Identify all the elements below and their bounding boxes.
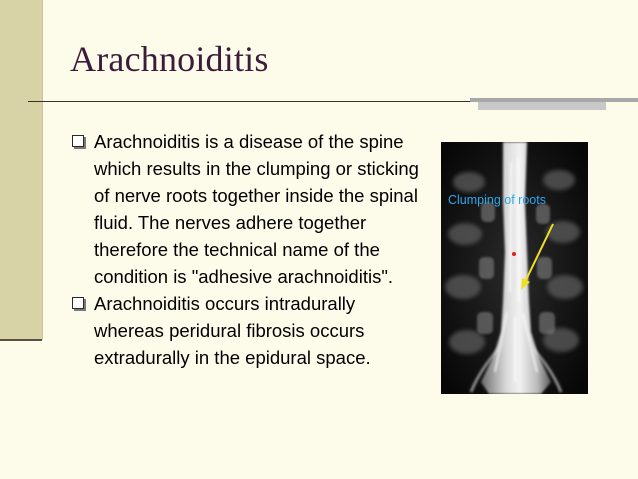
left-band-divider xyxy=(0,339,42,341)
bullet-list xyxy=(70,128,425,371)
title-underline xyxy=(28,101,471,102)
bullet-item xyxy=(70,290,425,371)
left-decorative-band xyxy=(0,0,42,340)
bullet-text: Arachnoiditis occurs intradurally whereas peridural fibrosis occurs extradurally in the epidural space. xyxy=(94,293,371,368)
checkbox-bullet-icon xyxy=(72,297,84,309)
mri-caption: Clumping of roots xyxy=(448,193,546,207)
title-accent-bar-shadow xyxy=(478,102,606,110)
slide-title: Arachnoiditis xyxy=(70,39,269,79)
bullet-text: Arachnoiditis is a disease of the spine which results in the clumping or sticking of nerve roots together inside the spinal fluid. The nerves adhere together therefore the technical name of the condition is "adhesive arachnoiditis". xyxy=(94,131,419,287)
mri-image xyxy=(441,142,588,394)
bullet-item xyxy=(70,128,425,290)
checkbox-bullet-icon xyxy=(72,135,84,147)
left-vertical-rule xyxy=(42,0,43,340)
